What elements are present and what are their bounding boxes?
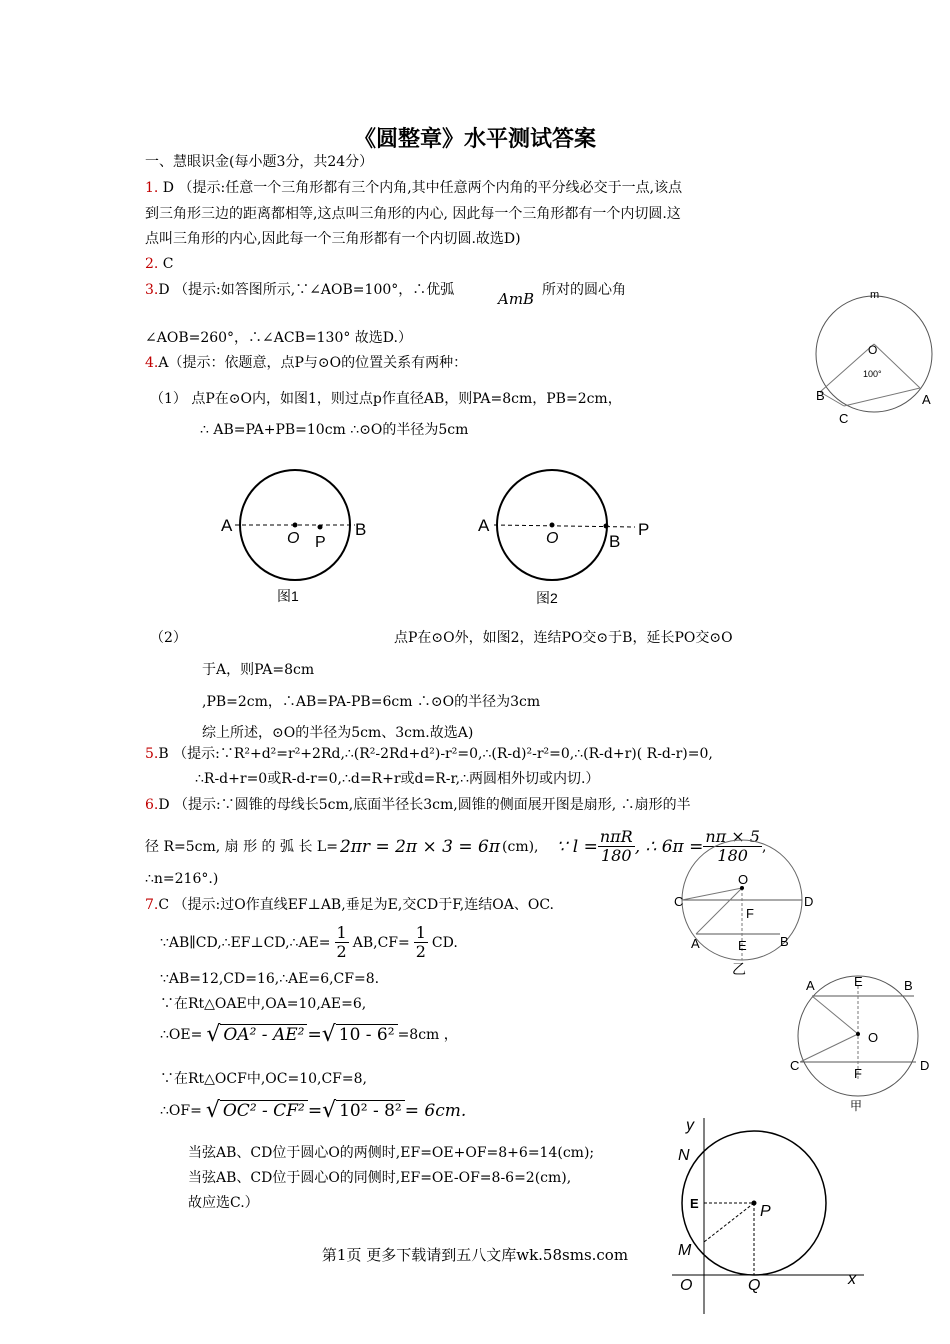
q7-l5a: ∴OE=	[160, 1026, 203, 1043]
q7-text1: C （提示:过O作直线EF⊥AB,垂足为E,交CD于F,连结OA、OC.	[158, 897, 554, 913]
figure-jia-caption: 甲	[850, 1099, 863, 1113]
q7-l7a: ∴OF=	[160, 1102, 202, 1119]
q6-frac1-bottom: 180	[600, 846, 632, 865]
label-d: D	[920, 1058, 930, 1073]
figure-1-caption: 图1	[277, 588, 299, 604]
q7-half1-bottom: 2	[336, 942, 347, 961]
q7-sqrt-of2: 10² - 8²	[336, 1100, 405, 1121]
label-o: O	[287, 530, 300, 547]
q7-sqrt-of1: OC² - CF²	[220, 1100, 308, 1121]
label-m: m	[870, 289, 880, 301]
q2-number: 2.	[145, 256, 159, 272]
section-heading: 一、慧眼识金(每小题3分，共24分）	[145, 154, 374, 170]
q7-half1-top: 1	[336, 923, 347, 942]
q6-line3: ∴n=216°.)	[145, 871, 219, 887]
label-m: M	[678, 1242, 692, 1259]
q5-line2: ∴R-d+r=0或R-d-r=0,∴d=R+r或d=R-r,∴两圆相外切或内切.）	[195, 771, 600, 787]
q4-case2-a: 点P在⊙O外，如图2，连结PO交⊙于B，延长PO交⊙O	[394, 630, 733, 646]
q6-mid: , ∴ 6π =	[634, 836, 704, 857]
label-f: F	[746, 906, 754, 921]
page-title: 《圆整章》水平测试答案	[353, 126, 596, 152]
q6-frac1-top: nπR	[599, 827, 633, 846]
q7-l5b: =8cm ，	[397, 1026, 458, 1043]
q7-line1	[145, 895, 554, 915]
q6-fraction-1	[598, 828, 635, 865]
q7-line5: ∴OE= √ OA² - AE² = √ 10 - 6² =8cm ，	[160, 1021, 458, 1047]
q4-case2-b: 于A，则PA=8cm	[202, 662, 315, 678]
label-x: x	[848, 1271, 856, 1288]
label-angle: 100°	[863, 369, 882, 379]
figure-yi-caption: 乙	[732, 961, 746, 977]
q5-text1: B （提示:∵R²+d²=r²+2Rd,∴(R²-2Rd+d²)-r²=0,∴(R-d)²-r²=0,∴(R-d+r)( R-d-r)=0,	[158, 746, 713, 762]
radius-ob	[820, 344, 874, 392]
q3-text2: 所对的圆心角	[542, 282, 626, 298]
q7-half2-bottom: 2	[415, 942, 426, 961]
q7-figure-jia	[790, 970, 935, 1115]
radius-oa	[874, 344, 920, 388]
coordinate-figure	[668, 1110, 868, 1315]
q3-text: D （提示:如答图所示,∵∠AOB=100°，∴优弧	[158, 282, 455, 298]
q4-number: 4.	[145, 355, 159, 371]
q6-unit: (cm),	[502, 838, 539, 855]
q6-text2: 径 R=5cm, 扇 形 的 弧 长 L=	[145, 838, 338, 855]
q3-number: 3.	[145, 282, 159, 298]
q4-case1-a: （1） 点P在⊙O内，如图1，则过点p作直径AB，则PA=8cm，PB=2cm，	[150, 391, 622, 407]
label-e: E	[738, 938, 747, 953]
center-dot	[550, 523, 555, 528]
center-dot	[293, 523, 298, 528]
label-b: B	[816, 388, 825, 403]
q7-l2a: ∵AB∥CD,∴EF⊥CD,∴AE=	[160, 934, 331, 951]
label-b: B	[609, 532, 621, 551]
q7-l2c: CD.	[431, 934, 458, 951]
label-e: E	[854, 974, 863, 989]
q7-l5-eq: =	[307, 1024, 322, 1045]
q5-line1	[145, 744, 713, 764]
q1-number: 1.	[145, 180, 159, 196]
label-c: C	[839, 411, 849, 426]
q6-number: 6.	[145, 797, 159, 813]
label-a: A	[806, 978, 815, 993]
q2-text: C	[158, 256, 174, 272]
q1-line2: 到三角形三边的距离都相等,这点叫三角形的内心, 因此每一个三角形都有一个内切圆.这	[145, 206, 681, 222]
label-q: Q	[748, 1277, 761, 1294]
label-b: B	[780, 934, 789, 949]
figure-2	[470, 455, 670, 610]
label-o: O	[868, 1030, 879, 1045]
label-c: C	[790, 1058, 800, 1073]
label-a: A	[478, 516, 490, 535]
label-p: P	[760, 1203, 771, 1220]
label-a: A	[922, 392, 931, 407]
q7-half-1	[335, 924, 349, 961]
label-p: P	[315, 534, 326, 551]
q7-line6: ∵在Rt△OCF中,OC=10,CF=8,	[160, 1071, 367, 1087]
q6-frac2-top: nπ × 5	[705, 827, 760, 846]
q3-circle-figure	[808, 282, 948, 432]
q7-line3: ∵AB=12,CD=16,∴AE=6,CF=8.	[160, 971, 380, 987]
label-f: F	[854, 1066, 862, 1081]
label-d: D	[804, 894, 814, 909]
label-o: O	[868, 343, 878, 357]
q3-arc-label: AmB	[498, 290, 535, 308]
q7-half-2	[414, 924, 428, 961]
label-e: E	[690, 1196, 699, 1211]
figure-1	[215, 455, 375, 605]
q4-case2-label: （2）	[150, 630, 187, 646]
label-o: O	[546, 530, 559, 547]
q7-l7-eq: =	[307, 1100, 323, 1121]
label-b: B	[355, 520, 367, 539]
q7-sqrt-oe1: OA² - AE²	[220, 1024, 307, 1045]
q7-line9: 当弦AB、CD位于圆心O的同侧时,EF=OE-OF=8-6=2(cm),	[188, 1170, 572, 1186]
q3-line2: ∠AOB=260°，∴∠ACB=130° 故选D.）	[145, 330, 412, 346]
label-b: B	[904, 978, 913, 993]
q7-l2b: AB,CF=	[352, 934, 410, 951]
q5-number: 5.	[145, 746, 159, 762]
q3-line1	[145, 280, 454, 300]
label-p: P	[638, 520, 650, 539]
q7-half2-top: 1	[415, 923, 426, 942]
figure-2-caption: 图2	[536, 590, 558, 606]
q4-text: A（提示：依题意，点P与⊙O的位置关系有两种：	[158, 355, 468, 371]
q6-frac2-bottom: 180	[717, 846, 748, 865]
q7-line7: ∴OF= √ OC² - CF² = √ 10² - 8² = 6cm.	[160, 1097, 467, 1123]
q4-line1	[145, 353, 467, 373]
q7-line4: ∵在Rt△OAE中,OA=10,AE=6,	[160, 996, 367, 1012]
q7-line8: 当弦AB、CD位于圆心O的两侧时,EF=OE+OF=8+6=14(cm);	[188, 1145, 595, 1161]
label-a: A	[691, 936, 700, 951]
q4-case2-d: 综上所述，⊙O的半径为5cm、3cm.故选A)	[202, 725, 474, 741]
q1-text1: D （提示:任意一个三角形都有三个内角,其中任意两个内角的平分线必交于一点,该点	[158, 180, 683, 196]
q6-l-eq: ∵ l =	[556, 836, 598, 857]
q4-case1-b: ∴ AB=PA+PB=10cm ∴⊙O的半径为5cm	[200, 422, 469, 438]
page-footer: 第1页 更多下载请到五八文库wk.58sms.com	[321, 1246, 629, 1264]
point-p-dot	[318, 525, 323, 530]
q7-sqrt-oe2: 10 - 6²	[336, 1024, 398, 1045]
q7-figure-yi	[668, 828, 818, 978]
q7-line2	[160, 924, 458, 961]
q4-case2-c: ,PB=2cm，∴AB=PA-PB=6cm ∴⊙O的半径为3cm	[202, 694, 541, 710]
q6-text1: D （提示:∵圆锥的母线长5cm,底面半径长3cm,圆锥的侧面展开图是扇形, ∴扇形的半	[158, 797, 691, 813]
q1-line3: 点叫三角形的内心,因此每一个三角形都有一个内切圆.故选D)	[145, 231, 521, 247]
q6-formula: 2πr = 2π × 3 = 6π	[339, 836, 501, 857]
label-o: O	[738, 872, 749, 887]
label-y: y	[686, 1117, 694, 1134]
q6-line1	[145, 795, 691, 815]
q7-number: 7.	[145, 897, 159, 913]
label-a: A	[221, 516, 233, 535]
label-n: N	[678, 1147, 690, 1164]
q2-line	[145, 254, 174, 274]
q6-comma: ,	[761, 838, 767, 855]
q1-line1	[145, 178, 682, 198]
q7-line10: 故应选C.）	[188, 1195, 259, 1211]
q7-l7b: = 6cm.	[404, 1100, 467, 1121]
label-o: O	[680, 1277, 693, 1294]
point-b-dot	[604, 524, 609, 529]
label-c: C	[674, 894, 684, 909]
